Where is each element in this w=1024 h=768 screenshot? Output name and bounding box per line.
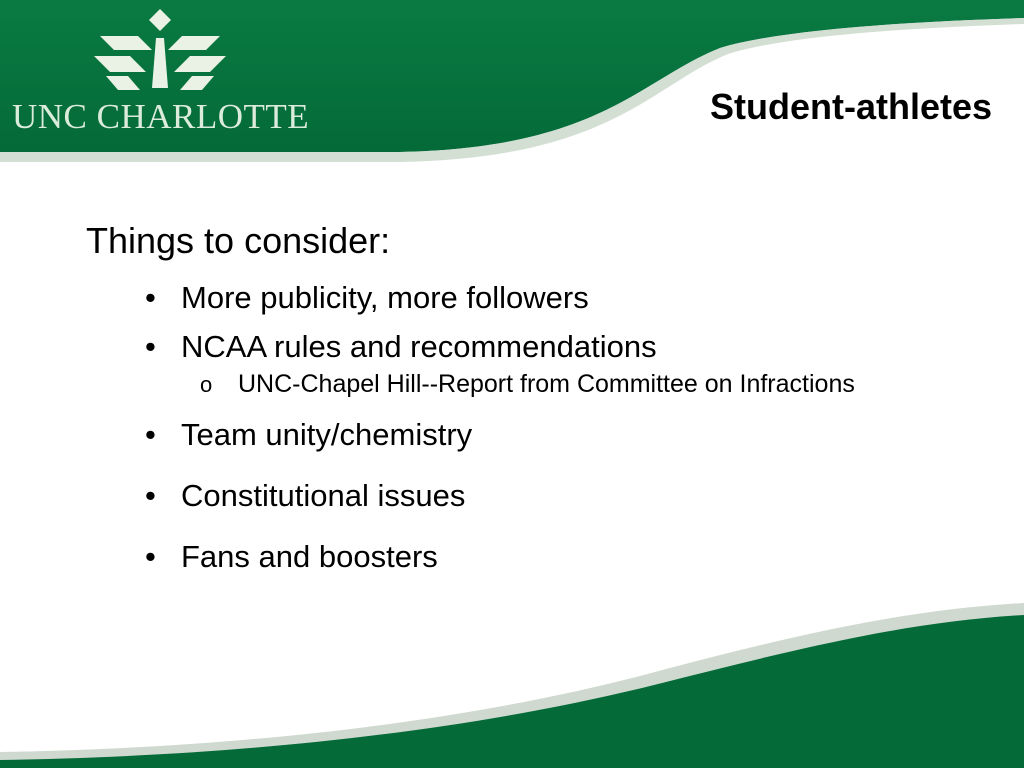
bullet-dot: • [145,417,156,452]
bullet-text: Fans and boosters [181,539,438,574]
bullet-text: Team unity/chemistry [181,417,473,452]
sub-bullet-text: UNC-Chapel Hill--Report from Committee on Infractions [238,370,855,398]
intro-heading: Things to consider: [86,220,391,261]
bullet-dot: • [145,539,156,574]
list-item [145,329,657,365]
bullet-text: More publicity, more followers [181,280,589,315]
logo-wordmark: UNC CHARLOTTE [12,97,310,136]
list-item [145,478,465,514]
list-item [145,539,438,575]
unc-charlotte-crown-icon [0,0,320,100]
slide-title: Student-athletes [709,86,992,127]
list-item [145,280,589,316]
list-item [145,417,472,453]
bullet-dot: • [145,329,156,364]
bullet-text: NCAA rules and recommendations [181,329,657,364]
sub-bullet-mark: o [200,372,213,397]
bullet-text: Constitutional issues [181,478,466,513]
sub-list-item [200,370,855,399]
bottom-green-band [0,615,1024,768]
bullet-dot: • [145,280,156,315]
bullet-dot: • [145,478,156,513]
